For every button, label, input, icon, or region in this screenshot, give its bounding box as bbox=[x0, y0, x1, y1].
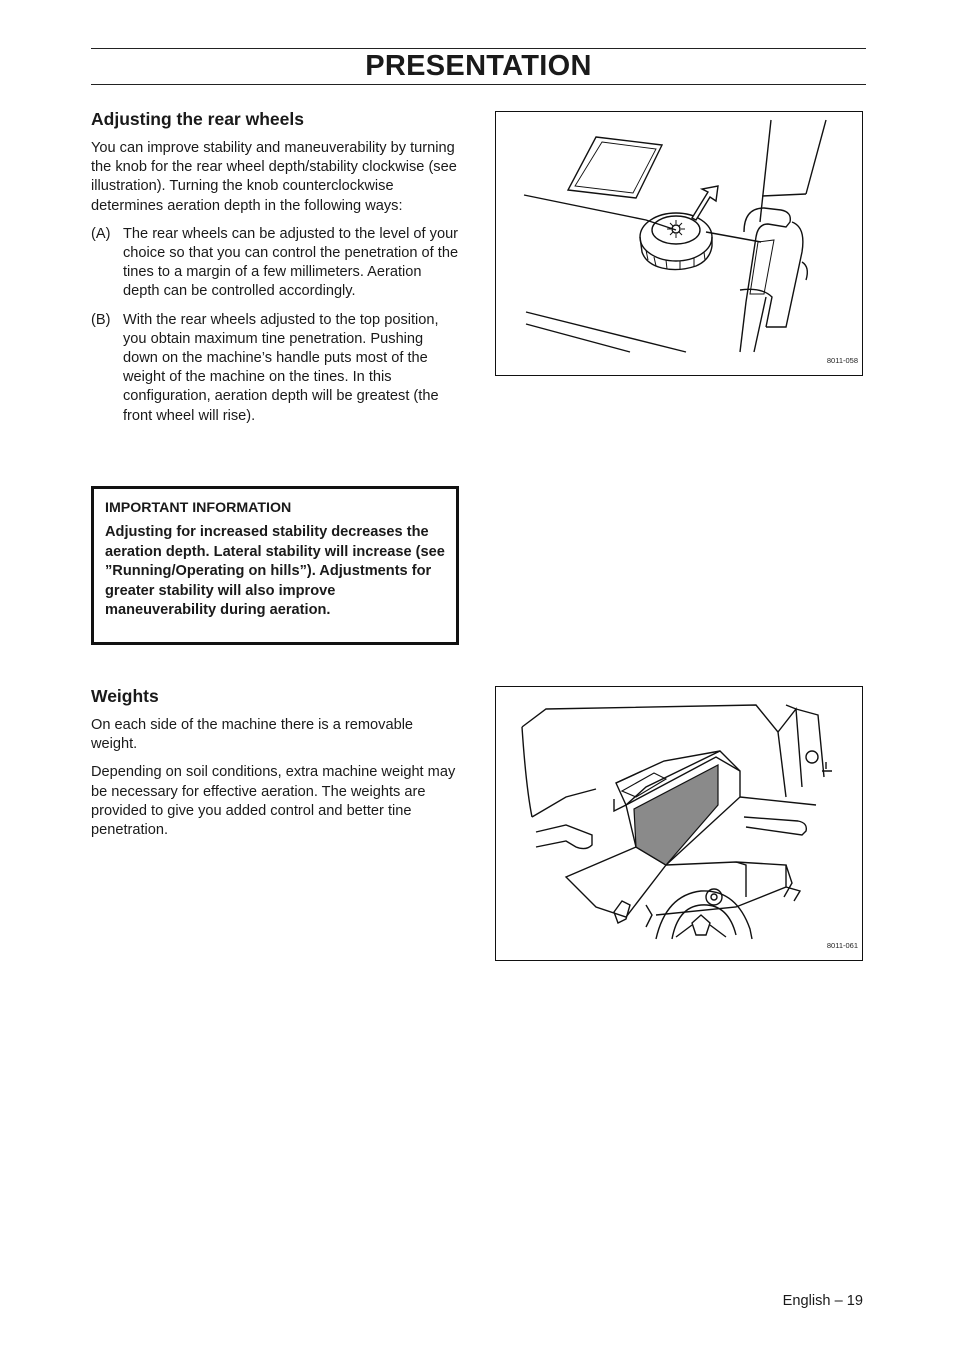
figure-weights bbox=[495, 686, 863, 961]
list-item-label: (A) bbox=[91, 225, 111, 242]
list-item-label: (B) bbox=[91, 311, 111, 328]
section-heading-weights: Weights bbox=[91, 686, 159, 706]
weights-illustration bbox=[496, 687, 862, 960]
important-information-box bbox=[91, 486, 459, 645]
page-title: PRESENTATION bbox=[365, 50, 592, 82]
figure-rear-wheel-knob bbox=[495, 111, 863, 376]
section-weights bbox=[91, 685, 459, 849]
important-text: Adjusting for increased stability decreases the aeration depth. Lateral stability will increase (see ”Running/Operating on hills”). Adjustments for greater stability will also improve maneuverability during aeration. bbox=[105, 524, 445, 619]
important-title: IMPORTANT INFORMATION bbox=[105, 500, 292, 516]
figure-code: 8011-058 bbox=[826, 356, 858, 365]
weights-paragraph-2: Depending on soil conditions, extra machine weight may be necessary for effective aeration. The weights are provided to give you added control and better tine penetration. bbox=[91, 764, 456, 839]
list-item-b bbox=[91, 311, 459, 426]
list-item-a bbox=[91, 225, 459, 302]
weight-shaded-face bbox=[634, 765, 718, 865]
page-number: English – 19 bbox=[782, 1293, 863, 1309]
section-heading-rear-wheels: Adjusting the rear wheels bbox=[91, 109, 304, 129]
list-item-text: With the rear wheels adjusted to the top position, you obtain maximum tine penetration. Pushing down on the machine’s handle puts most of the weight of the machine on the tines. In this configuration, aeration depth will be greatest (the front wheel will rise). bbox=[123, 311, 439, 424]
intro-paragraph: You can improve stability and maneuverability by turning the knob for the rear wheel depth/stability clockwise (see illustration). Turning the knob counterclockwise determines aeration depth in the following ways: bbox=[91, 140, 457, 214]
list-item-text: The rear wheels can be adjusted to the level of your choice so that you can control the penetration of the tines to a margin of a few millimeters. Aeration depth can be controlled accordingly. bbox=[123, 225, 459, 300]
section-rear-wheels bbox=[91, 108, 459, 435]
weights-paragraph-1: On each side of the machine there is a removable weight. bbox=[91, 717, 414, 753]
knob-illustration bbox=[496, 112, 862, 375]
figure-code: 8011-061 bbox=[826, 941, 858, 950]
header-rule-bottom bbox=[91, 84, 866, 85]
